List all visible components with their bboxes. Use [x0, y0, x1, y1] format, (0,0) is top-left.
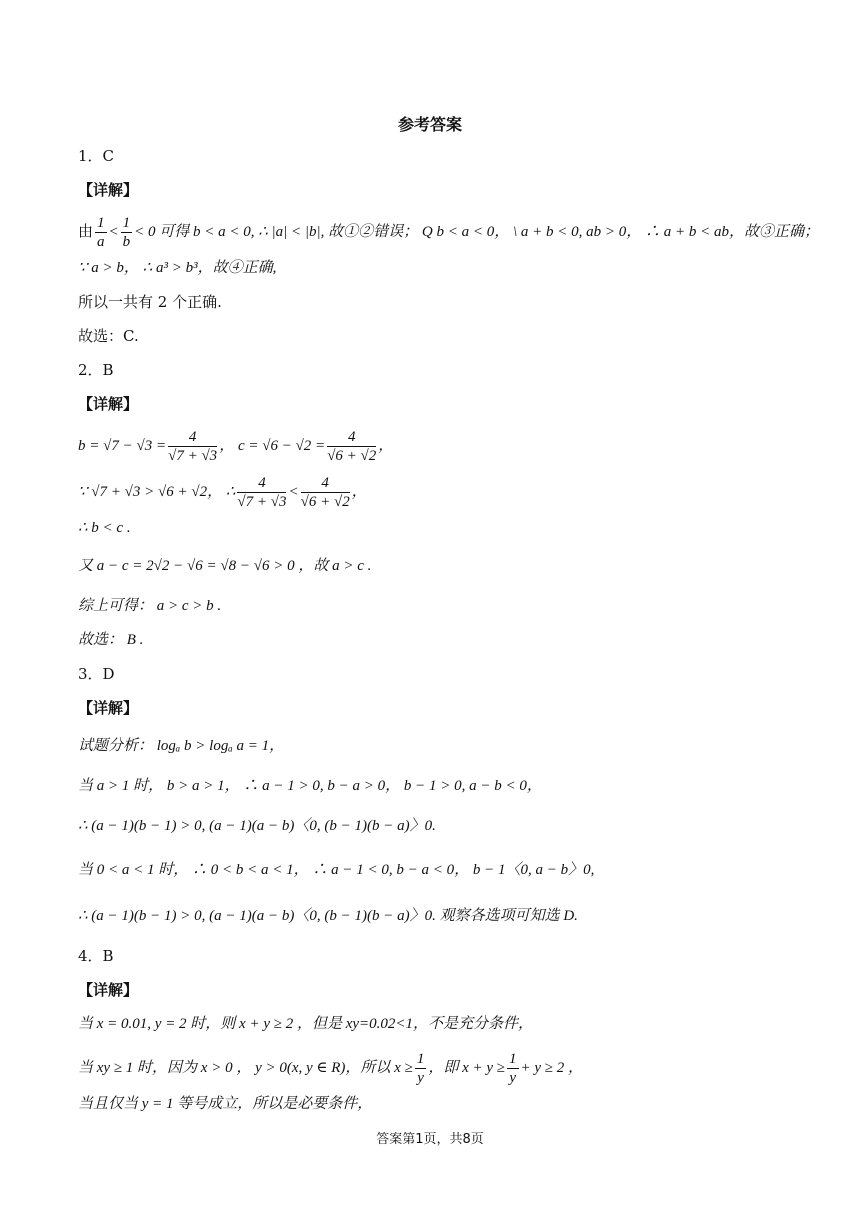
q3-line-5: ∴ (a − 1)(b − 1) > 0, (a − 1)(a − b)〈0, (b − 1)(b − a)〉0. 观察各选项可知选 D. — [78, 908, 578, 924]
q2-detail-heading: 【详解】 — [78, 395, 139, 413]
q2-line-2: ∵ √7 + √3 > √6 + √2， ∴ $\frac{4}{√7 + √3}$ < $\frac{4}{√6 + √2}$ ， — [78, 475, 367, 510]
q3-answer: 3．D — [78, 665, 115, 683]
fraction: $\frac{1}{y}$ — [509, 1051, 517, 1086]
fraction: $\frac{1}{a}$ — [97, 215, 105, 250]
fraction: $\frac{4}{√6 + √2}$ — [327, 429, 377, 464]
q2-line-5: 综上可得： a > c > b . — [78, 598, 222, 614]
fraction: $\frac{1}{y}$ — [416, 1051, 425, 1086]
fraction: $\frac{1}{b}$ — [122, 215, 131, 250]
fraction: $\frac{4}{√7 + √3}$ — [168, 429, 218, 464]
q4-answer: 4．B — [78, 947, 114, 965]
q4-line-3: 当且仅当 y = 1 等号成立，所以是必要条件， — [78, 1096, 373, 1112]
q1-line-3: 所以一共有 2 个正确. — [78, 293, 222, 311]
q4-detail-heading: 【详解】 — [78, 981, 139, 999]
fraction: $\frac{4}{√6 + √2}$ — [300, 475, 350, 510]
q3-line-3: ∴ (a − 1)(b − 1) > 0, (a − 1)(a − b)〈0, (b − 1)(b − a)〉0. — [78, 818, 436, 834]
q1-line-2: ∵ a > b， ∴ a³ > b³，故④正确, — [78, 260, 277, 276]
q2-line-1: b = √7 − √3 = $\frac{4}{√7 + √3}$ ， c = √6 − √2 = $\frac{4}{√6 + √2}$ ， — [78, 429, 394, 464]
q3-line-2: 当 a > 1 时， b > a > 1， ∴ a − 1 > 0, b − a > 0， b − 1 > 0, a − b < 0， — [78, 778, 542, 794]
q2-line-4: 又 a − c = 2√2 − √6 = √8 − √6 > 0 ，故 a > c . — [78, 558, 372, 574]
q2-line-3: ∴ b < c . — [78, 520, 131, 536]
q3-detail-heading: 【详解】 — [78, 699, 139, 717]
q2-answer: 2．B — [78, 361, 114, 379]
q1-line-4: 故选：C. — [78, 327, 139, 345]
q3-line-4: 当 0 < a < 1 时， ∴ 0 < b < a < 1， ∴ a − 1 < 0, b − a < 0， b − 1〈0, a − b〉0, — [78, 862, 595, 878]
q2-line-6: 故选： B . — [78, 632, 144, 648]
page-footer: 答案第1页，共8页 — [376, 1132, 484, 1147]
fraction: $\frac{4}{√7 + √3}$ — [237, 475, 287, 510]
q1-answer: 1．C — [78, 147, 115, 165]
page-title: 参考答案 — [397, 115, 462, 134]
q4-line-2: 当 xy ≥ 1 时，因为 x > 0 ， y > 0(x, y ∈ R)，所以 x ≥ $\frac{1}{y}$ ，即 x + y ≥ $\frac{1}{y}$ + y ≥ 2 ， — [78, 1051, 584, 1086]
q3-line-1: 试题分析： logₐ b > logₐ a = 1， — [78, 738, 285, 754]
q1-line-1: 由 $\frac{1}{a}$ < $\frac{1}{b}$ < 0 可得 b < a < 0, ∴ |a| < |b|, 故①②错误； Q b < a < 0， \ a + b < 0, ab > 0， ∴ a + b < ab，故③正确； — [78, 215, 820, 250]
q1-detail-heading: 【详解】 — [78, 181, 139, 199]
q4-line-1: 当 x = 0.01, y = 2 时，则 x + y ≥ 2 ，但是 xy=0.02<1，不是充分条件， — [78, 1016, 534, 1032]
